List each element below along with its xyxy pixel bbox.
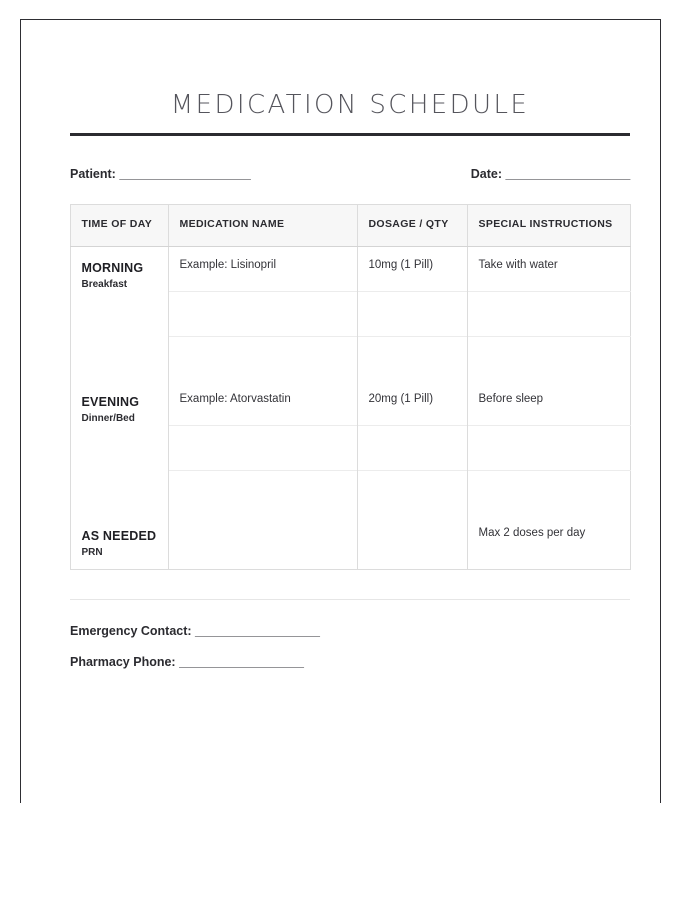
medication-name-cell[interactable]: Example: Lisinopril <box>168 246 357 291</box>
title-underline-rule <box>70 133 630 136</box>
special-instructions-cell[interactable]: Before sleep <box>478 392 544 405</box>
footer-fields <box>70 600 630 669</box>
time-of-day-subtitle: PRN <box>81 546 103 558</box>
table-header-row <box>70 205 630 246</box>
special-instructions-cell[interactable] <box>467 291 630 336</box>
emergency-contact-label: Emergency Contact: <box>70 623 192 638</box>
medication-name-cell[interactable]: Example: Atorvastatin <box>168 381 357 426</box>
patient-date-row <box>70 167 630 181</box>
time-of-day-title: EVENING <box>81 394 140 409</box>
table-row <box>70 515 630 570</box>
medication-name-cell[interactable] <box>168 291 357 336</box>
emergency-contact-blank-line[interactable]: ___________________ <box>195 623 320 638</box>
medication-name-cell[interactable] <box>168 425 357 470</box>
time-of-day-cell <box>70 381 168 515</box>
time-of-day-subtitle: Dinner/Bed <box>81 412 135 424</box>
pharmacy-phone-label: Pharmacy Phone: <box>70 654 176 669</box>
column-header-medication-name: MEDICATION NAME <box>168 205 357 246</box>
special-instructions-cell[interactable]: Max 2 doses per day <box>478 526 586 539</box>
dosage-qty-cell[interactable] <box>357 425 467 470</box>
column-header-time-of-day: TIME OF DAY <box>70 205 168 246</box>
date-blank-line[interactable]: ___________________ <box>505 167 630 182</box>
dosage-qty-cell[interactable] <box>357 291 467 336</box>
time-of-day-cell <box>70 246 168 381</box>
medication-name-cell[interactable] <box>168 336 357 381</box>
dosage-qty-cell[interactable] <box>357 470 467 515</box>
dosage-qty-cell[interactable]: 10mg (1 Pill) <box>357 246 467 291</box>
table-header <box>70 205 630 246</box>
dosage-qty-cell[interactable] <box>357 515 467 570</box>
patient-blank-line[interactable]: ____________________ <box>119 167 251 182</box>
medication-name-cell[interactable] <box>168 470 357 515</box>
table-row <box>70 381 630 426</box>
pharmacy-phone-field[interactable] <box>70 655 630 669</box>
medication-name-cell[interactable] <box>168 515 357 570</box>
special-instructions-cell[interactable]: Take with water <box>478 258 558 271</box>
time-of-day-cell <box>70 515 168 570</box>
page-title: MEDICATION SCHEDULE <box>170 90 530 120</box>
medication-schedule-table <box>70 204 631 569</box>
table-body <box>70 246 630 569</box>
date-label: Date: <box>470 167 503 182</box>
time-of-day-title: MORNING <box>81 260 144 275</box>
pharmacy-phone-blank-line[interactable]: ___________________ <box>179 654 304 669</box>
patient-field[interactable] <box>70 167 250 181</box>
patient-label: Patient: <box>70 167 116 182</box>
column-header-special-instructions: SPECIAL INSTRUCTIONS <box>467 205 630 246</box>
dosage-qty-cell[interactable]: 20mg (1 Pill) <box>357 381 467 426</box>
time-of-day-subtitle: Breakfast <box>81 278 128 290</box>
column-header-dosage-qty: DOSAGE / QTY <box>357 205 467 246</box>
dosage-qty-cell[interactable] <box>357 336 467 381</box>
special-instructions-cell[interactable] <box>467 425 630 470</box>
time-of-day-title: AS NEEDED <box>81 528 157 543</box>
special-instructions-cell[interactable] <box>467 470 630 515</box>
emergency-contact-field[interactable] <box>70 624 630 638</box>
table-row <box>70 246 630 291</box>
date-field[interactable] <box>471 167 630 181</box>
special-instructions-cell[interactable] <box>467 336 630 381</box>
